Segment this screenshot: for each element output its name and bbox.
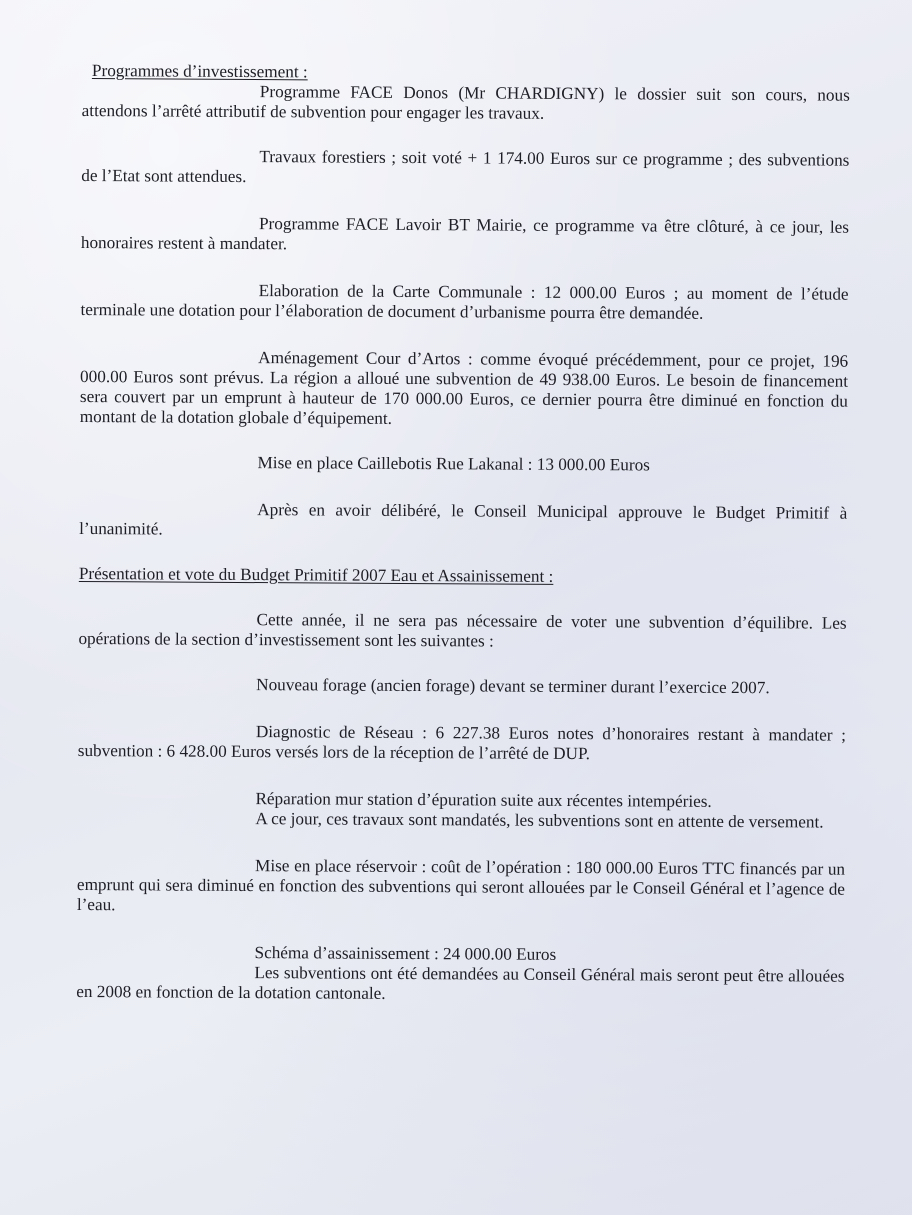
paragraph-subventions-conseil-general [76, 962, 844, 1007]
paragraph-caillebotis: Mise en place Caillebotis Rue Lakanal : 13 000.00 Euros [257, 453, 650, 475]
paragraph-travaux-forestiers-text: Travaux forestiers ; soit voté + 1 174.00 Euros sur ce programme ; des subventions de l’Etat sont attendues. [81, 147, 850, 187]
paragraph-schema-assainissement: Schéma d’assainissement : 24 000.00 Euros [254, 943, 557, 964]
paragraph-nouveau-forage-text: Nouveau forage (ancien forage) devant se terminer durant l’exercice 2007. [256, 675, 770, 698]
paragraph-subventions-conseil-general-text: Les subventions ont été demandées au Conseil Général mais seront peut être allouées en 2008 en fonction de la dotation cantonale. [76, 963, 845, 1003]
paragraph-reservoir-text: Mise en place réservoir : coût de l’opération : 180 000.00 Euros TTC financés par un emprunt qui sera diminué en fonction des subventions qui seront allouées par le Conseil Général et l’agence de l’eau. [76, 856, 846, 915]
paragraph-cour-artos-text: Aménagement Cour d’Artos : comme évoqué précédemment, pour ce projet, 196 000.00 Euros sont prévus. La région a alloué une subvention de 49 938.00 Euros. Le besoin de financement sera couvert par un emprunt à hauteur de 170 000.00 Euros, ce dernier pourra être diminué en fonction du montant de la dotation globale d’équipement. [79, 348, 849, 428]
paragraph-carte-communale [80, 280, 848, 325]
paragraph-face-donos [82, 81, 850, 126]
paragraph-face-lavoir-text: Programme FACE Lavoir BT Mairie, ce programme va être clôturé, à ce jour, les honoraires restent à mandater. [80, 214, 850, 254]
paragraph-travaux-forestiers [81, 146, 849, 191]
paragraph-deliberation-text: Après en avoir délibéré, le Conseil Municipal approuve le Budget Primitif à l’unanimité. [79, 500, 848, 539]
paragraph-subvention-equilibre-text: Cette année, il ne sera pas nécessaire de voter une subvention d’équilibre. Les opérations de la section d’investissement sont les suivantes : [78, 610, 847, 651]
paragraph-reservoir [77, 855, 845, 920]
paragraph-subvention-equilibre [78, 609, 846, 654]
document-body [76, 61, 850, 1007]
paragraph-travaux-mandates-text: A ce jour, ces travaux sont mandatés, les subventions sont en attente de versement. [255, 809, 824, 832]
paragraph-diagnostic-reseau-text: Diagnostic de Réseau : 6 227.38 Euros notes d’honoraires restant à mandater ; subvention : 6 428.00 Euros versés lors de la réception de l’arrêté de DUP. [77, 722, 846, 764]
paragraph-face-donos-text: Programme FACE Donos (Mr CHARDIGNY) le dossier suit son cours, nous attendons l’arrêté attributif de subvention pour engager les travaux. [81, 82, 850, 123]
paragraph-carte-communale-text: Elaboration de la Carte Communale : 12 000.00 Euros ; au moment de l’étude terminale une dotation pour l’élaboration de document d’urbanisme pourra être demandée. [80, 281, 849, 323]
paragraph-face-lavoir [81, 213, 849, 258]
heading-programmes-investissement: Programmes d’investissement : [91, 61, 308, 82]
paragraph-cour-artos [80, 347, 848, 432]
paragraph-deliberation [79, 499, 847, 544]
paragraph-diagnostic-reseau [78, 721, 846, 766]
paragraph-reparation-mur: Réparation mur station d’épuration suite aux récentes intempéries. [255, 789, 712, 811]
heading-budget-eau-assainissement: Présentation et vote du Budget Primitif 2007 Eau et Assainissement : [78, 563, 554, 586]
